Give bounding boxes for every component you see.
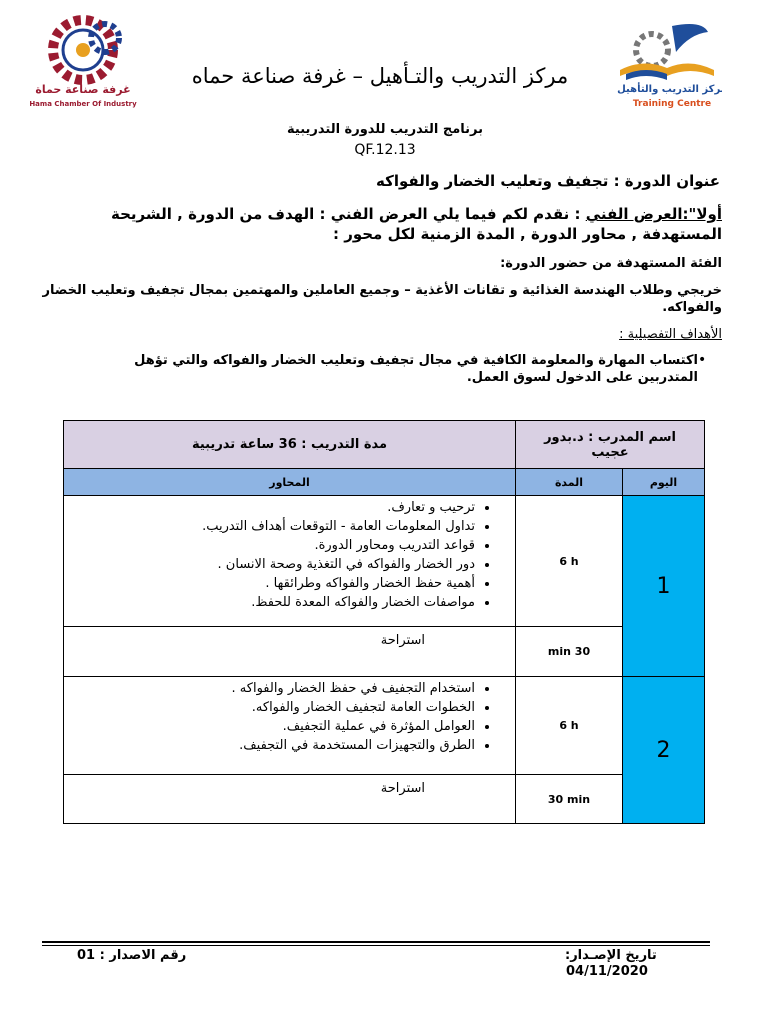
issue-date: 04/11/2020 — [566, 964, 648, 979]
goal-item: اكتساب المهارة والمعلومة الكافية في مجال تجفيف وتعليب الخضار والفواكه والتي تؤهل المتدربين على الدخول لسوق العمل. — [134, 353, 698, 385]
table-header-row — [64, 421, 705, 469]
footer-divider-thin — [42, 945, 710, 946]
list-item: • مواصفات الخضار والفواكه المعدة للحفظ. — [64, 593, 475, 612]
issue-date-label: تاريخ الإصـدار: — [565, 948, 657, 963]
right-logo-subtext: Training Centre — [632, 99, 712, 109]
table-subheader-row — [64, 469, 705, 496]
col-duration: المدة — [516, 469, 623, 496]
day1-topics — [64, 496, 516, 627]
left-logo-text: غرفة صناعة حماة — [35, 83, 131, 96]
day2-topics-duration: 6 h — [516, 677, 623, 775]
day2-topics — [64, 677, 516, 775]
day1-break-duration: min 30 — [516, 627, 623, 677]
training-centre-logo — [612, 18, 722, 113]
goals-label: الأهداف التفصيلية : — [619, 327, 722, 342]
list-item: • العوامل المؤثرة في عملية التجفيف. — [64, 717, 475, 736]
bullet-icon: • — [698, 352, 707, 368]
release-number: رقم الاصدار : 01 — [77, 948, 187, 963]
day2-break: استراحة — [64, 775, 516, 824]
section-technical-offer — [42, 204, 722, 244]
footer-divider — [42, 941, 710, 943]
list-item: • الطرق والتجهيزات المستخدمة في التجفيف. — [64, 736, 475, 755]
col-day: اليوم — [623, 469, 705, 496]
header-title: مركز التدريب والتـأهيل – غرفة صناعة حماه — [191, 64, 569, 88]
list-item: • تداول المعلومات العامة - التوقعات أهداف التدريب. — [64, 517, 475, 536]
table-row — [64, 627, 705, 677]
section1-text: : نقدم لكم فيما يلي العرض الفني : الهدف من الدورة , الشريحة المستهدفة , محاور الدورة , المدة الزمنية لكل محور : — [111, 205, 722, 243]
audience-label: الفئة المستهدفة من حضور الدورة: — [500, 256, 722, 271]
hama-chamber-logo — [28, 10, 138, 110]
course-title: عنوان الدورة : تجفيف وتعليب الخضار والفواكه — [376, 172, 720, 190]
table-row — [64, 775, 705, 824]
list-item: • قواعد التدريب ومحاور الدورة. — [64, 536, 475, 555]
left-logo-subtext: Hama Chamber Of Industry — [29, 100, 137, 108]
table-row — [64, 496, 705, 627]
day2-number: 2 — [623, 677, 705, 824]
day1-break: استراحة — [64, 627, 516, 677]
table-row — [64, 677, 705, 775]
list-item: • استخدام التجفيف في حفظ الخضار والفواكه . — [64, 679, 475, 698]
list-item: • الخطوات العامة لتجفيف الخضار والفواكه. — [64, 698, 475, 717]
training-duration: مدة التدريب : 36 ساعة تدريبية — [64, 421, 516, 469]
section1-label: أولا":العرض الفني — [585, 205, 722, 223]
list-item: • دور الخضار والفواكه في التغذية وصحة الانسان . — [64, 555, 475, 574]
day1-topics-duration: 6 h — [516, 496, 623, 627]
trainer-name: اسم المدرب : د.بدور عجيب — [516, 421, 705, 469]
right-logo-text: مركز التدريب والتأهيل — [617, 84, 722, 95]
day1-number: 1 — [623, 496, 705, 677]
col-topics: المحاور — [64, 469, 516, 496]
list-item: • أهمية حفظ الخضار والفواكه وطرائقها . — [64, 574, 475, 593]
day2-break-duration: 30 min — [516, 775, 623, 824]
form-code: QF.12.13 — [354, 142, 416, 158]
program-title: برنامج التدريب للدورة التدريبية — [287, 122, 483, 137]
list-item: • ترحيب و تعارف. — [64, 498, 475, 517]
audience-text: خريجي وطلاب الهندسة الغذائية و تقانات الأغذية – وجميع العاملين والمهتمين بمجال تجفيف وتعليب الخضار والفواكه. — [42, 283, 722, 315]
schedule-table — [63, 420, 705, 824]
